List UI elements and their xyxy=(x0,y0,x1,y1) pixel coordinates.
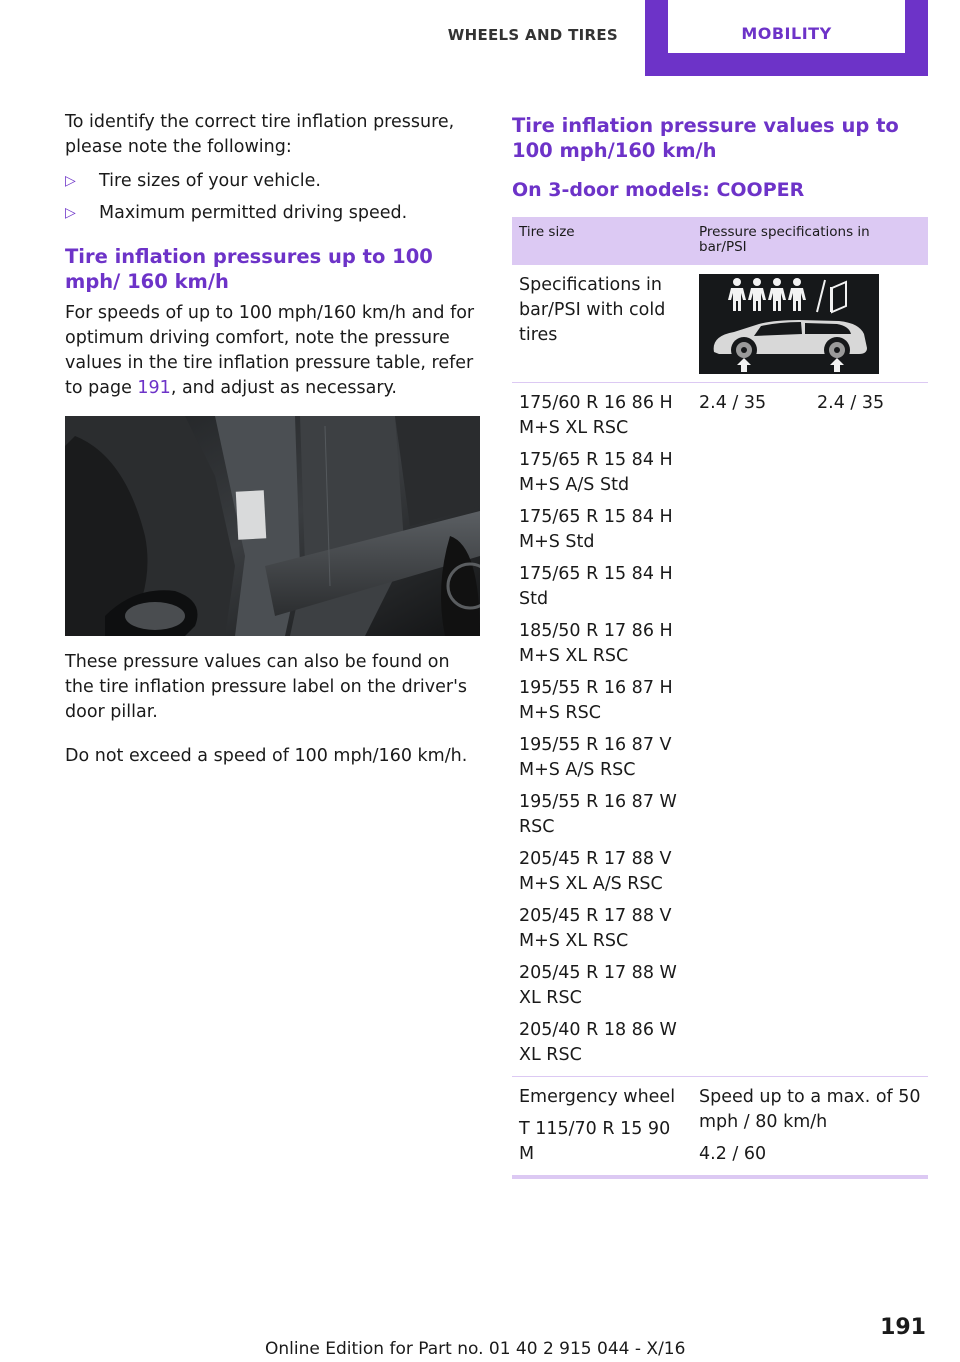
header-tire-size: Tire size xyxy=(512,217,692,265)
tire-size-item: 205/45 R 17 88 W XL RSC xyxy=(519,963,677,1008)
bullet-item xyxy=(65,201,480,226)
emergency-wheel-size: T 115/70 R 15 90 M xyxy=(519,1119,671,1164)
door-pillar-photo xyxy=(65,416,480,636)
tire-size-item: 205/45 R 17 88 V M+S XL RSC xyxy=(519,906,672,951)
bullet-item xyxy=(65,169,480,194)
chapter-title: MOBILITY xyxy=(741,24,832,43)
table-row-emergency-wheel xyxy=(512,1077,928,1178)
speed-warning-text: Do not exceed a speed of 100 mph/160 km/h. xyxy=(65,746,468,766)
emergency-wheel-label: Emergency wheel xyxy=(519,1087,676,1107)
triangle-bullet-icon: ▷ xyxy=(65,173,76,189)
paragraph-text: , and adjust as necessary. xyxy=(170,378,397,398)
section-heading: Tire inflation pressures up to 100 mph/ 160 km/h xyxy=(65,245,433,293)
section-title: WHEELS AND TIRES xyxy=(447,26,618,44)
spec-label-cell: Specifications in bar/PSI with cold tires xyxy=(519,275,666,345)
triangle-bullet-icon: ▷ xyxy=(65,205,76,221)
front-pressure-cell: 2.4 / 35 xyxy=(699,393,767,413)
emergency-wheel-cell xyxy=(512,1077,692,1178)
tire-size-item: 195/55 R 16 87 H M+S RSC xyxy=(519,678,673,723)
tire-size-item: 175/65 R 15 84 H M+S A/S Std xyxy=(519,450,673,495)
tire-size-item: 175/65 R 15 84 H M+S Std xyxy=(519,507,673,552)
label-location-text: These pressure values can also be found on the tire inflation pressure label on the driver's door pillar. xyxy=(65,652,468,722)
tire-size-item: 195/55 R 16 87 V M+S A/S RSC xyxy=(519,735,672,780)
load-pictogram-cell xyxy=(692,265,928,383)
tire-size-item: 205/45 R 17 88 V M+S XL A/S RSC xyxy=(519,849,672,894)
tire-size-item: 195/55 R 16 87 W RSC xyxy=(519,792,677,837)
emergency-pressure: 4.2 / 60 xyxy=(699,1144,767,1164)
bullet-text: Maximum permitted driving speed. xyxy=(99,203,408,223)
tire-size-item: 205/40 R 18 86 W XL RSC xyxy=(519,1020,677,1065)
emergency-wheel-spec-cell xyxy=(692,1077,928,1178)
bullet-text: Tire sizes of your vehicle. xyxy=(99,171,321,191)
page-reference-link[interactable]: 191 xyxy=(137,378,171,398)
page-number: 191 xyxy=(880,1315,926,1340)
table-section-heading: Tire inflation pressure values up to 100 mph/160 km/h xyxy=(512,114,899,162)
tire-size-item: 185/50 R 17 86 H M+S XL RSC xyxy=(519,621,673,666)
body-paragraph xyxy=(65,301,480,401)
left-column xyxy=(65,110,480,769)
table-header-row xyxy=(512,217,928,265)
tire-size-item: 175/60 R 16 86 H M+S XL RSC xyxy=(519,393,673,438)
edition-footer: Online Edition for Part no. 01 40 2 915 044 - X/16 xyxy=(265,1339,686,1359)
running-header-section xyxy=(440,0,640,76)
tire-size-item: 175/65 R 15 84 H Std xyxy=(519,564,673,609)
paragraph-text: For speeds of up to 100 mph/160 km/h and for optimum driving comfort, note the pressure values in the tire inflation pressure table, refer to page xyxy=(65,303,475,398)
intro-text: To identify the correct tire inflation pressure, please note the following: xyxy=(65,112,455,157)
tire-size-list-cell xyxy=(512,383,692,1077)
table-row-spec-label xyxy=(512,265,928,383)
rear-pressure-cell: 2.4 / 35 xyxy=(817,393,885,413)
bullet-list xyxy=(65,169,480,226)
chapter-tab-inner xyxy=(668,0,905,53)
table-row-tire-sizes xyxy=(512,383,928,1077)
header-pressure-spec: Pressure specifications in bar/PSI xyxy=(692,217,928,265)
right-column xyxy=(512,110,928,1179)
tire-pressure-table xyxy=(512,217,928,1179)
vehicle-load-pictogram-icon xyxy=(699,274,879,374)
model-subheading: On 3-door models: COOPER xyxy=(512,179,805,201)
emergency-speed-limit: Speed up to a max. of 50 mph / 80 km/h xyxy=(699,1087,921,1132)
chapter-tab xyxy=(645,0,928,76)
